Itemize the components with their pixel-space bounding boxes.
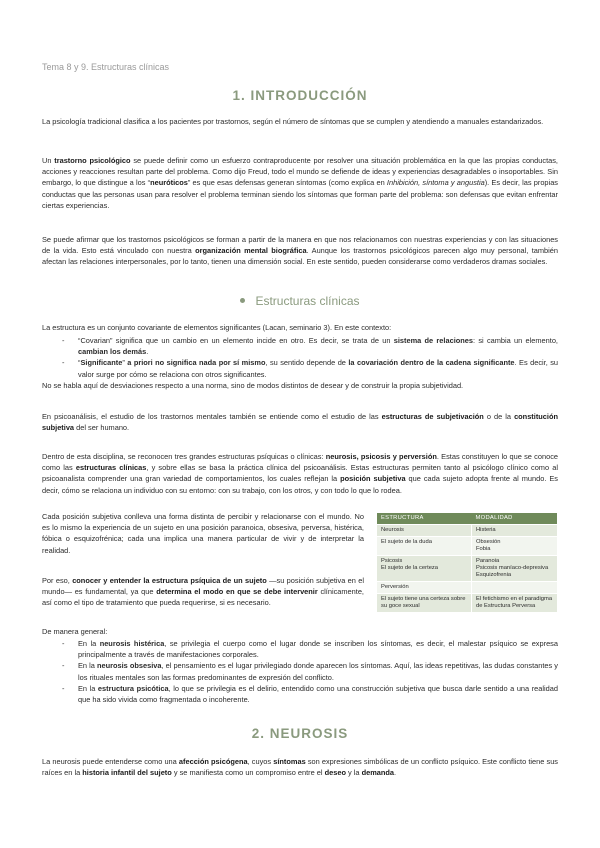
table-row: Psicosis El sujeto de la certeza Paranoia Psicosis maníaco-depresiva Esquizofrenia [377, 556, 557, 582]
table-row: Perversión [377, 582, 557, 594]
manera-general-label: De manera general: [42, 627, 108, 636]
posicion-subjetiva-paragraph: Cada posición subjetiva conlleva una forma distinta de percibir y relacionarse con el mundo. No es lo mismo la experiencia de un sujeto en una posición paranoica, obsesiva, perversa, histérica, fóbica o esquizofrénica; cada una implica una manera particular de vivir y de interpretar la realidad. [42, 512, 364, 555]
section-title-neurosis: 2. NEUROSIS [251, 726, 349, 741]
page-header: Tema 8 y 9. Estructuras clínicas [42, 62, 170, 72]
list-item: - “Significante” a priori no significa nada por sí mismo, su sentido depende de la covariación dentro de la cadena significante. Es decir, su valor surge por cómo se relaciona con otros significantes. [62, 358, 559, 379]
list-item: - En la neurosis histérica, se privilegia el cuerpo como el lugar donde se inscriben los síntomas, es decir, el malestar psíquico se expresa principalmente a través de manifestaciones corporales. [62, 639, 558, 660]
intro-paragraph-1: La psicología tradicional clasifica a los pacientes por trastornos, según el número de síntomas que se cumplen y atendiendo a manuales estandarizados. [42, 117, 544, 126]
table-header-estructura: ESTRUCTURA [377, 513, 472, 525]
bullet-dot-icon [240, 298, 245, 303]
estructura-definition: La estructura es un conjunto covariante de elementos significantes (Lacan, seminario 3). En este contexto: [42, 323, 392, 332]
list-item: - En la neurosis obsesiva, el pensamiento es el lugar privilegiado donde aparecen los síntomas. Aquí, las ideas repetitivas, las dudas constantes y los rituales mentales son las formas predominantes de expresión del conflicto. [62, 661, 558, 682]
estructuras-table [377, 513, 557, 612]
intro-paragraph-3: Se puede afirmar que los trastornos psicológicos se forman a partir de la manera en que nos relacionamos con nuestras experiencias y con las situaciones de la vida. Esto está vinculado con nuestra organización mental biográfica. Aunque los trastornos psicológicos parecen algo muy personal, también afectan las relaciones interpersonales, por lo tanto, tienen una dimensión social. En este sentido, pueden considerarse como verdaderos dramas sociales. [42, 235, 559, 267]
intro-paragraph-2: Un trastorno psicológico se puede definir como un esfuerzo contraproducente por resolver una situación problemática en la que las propias conductas, acciones y reacciones resultan parte del problema. Como dijo Freud, todo el mundo se defiende de ideas y experiencias desagradables o insoportables. Sin embargo, lo que distingue a los “neuróticos” es que esas defensas generan síntomas (como explica en Inhibición, síntoma y angustia). Es decir, las propias conductas que las personas usan para resolver el problema terminan siendo los síntomas que forman parte del problema: son defensas que evitan enfrentar ciertas experiencias. [42, 156, 558, 210]
table-header-modalidad: MODALIDAD [472, 513, 558, 525]
neurosis-types-list [42, 638, 558, 705]
table-row: El sujeto de la duda Obsesión Fobia [377, 537, 557, 556]
neurosis-paragraph: La neurosis puede entenderse como una afección psicógena, cuyos síntomas son expresiones simbólicas de un conflicto psíquico. Este conflicto tiene sus raíces en la historia infantil del sujeto y se manifiesta como un compromiso entre el deseo y la demanda. [42, 757, 559, 778]
table-row: El sujeto tiene una certeza sobre su goce sexual El fetichismo en el paradigma de Estructura Perversa [377, 594, 557, 613]
estructura-list [42, 335, 558, 380]
psicoanalisis-paragraph: En psicoanálisis, el estudio de los trastornos mentales también se entiende como el estudio de las estructuras de subjetivación o de la constitución subjetiva del ser humano. [42, 412, 558, 433]
intervencion-paragraph: Por eso, conocer y entender la estructura psíquica de un sujeto —su posición subjetiva en el mundo— es fundamental, ya que determina el modo en que se debe intervenir clínicamente, así como el tipo de tratamiento que pueda requerirse, si es necesario. [42, 576, 364, 608]
section-title-introduccion: 1. INTRODUCCIÓN [232, 88, 368, 103]
table-row: Neurosis Histeria [377, 525, 557, 537]
list-item: - En la estructura psicótica, lo que se privilegia es el delirio, entendido como una construcción subjetiva que busca darle sentido a una realidad que ha sido vivida como fragmentada o incoherente. [62, 683, 558, 705]
estructuras-clinicas-paragraph: Dentro de esta disciplina, se reconocen tres grandes estructuras psíquicas o clínicas: neurosis, psicosis y perversión. Estas constituyen lo que se conoce como las estructuras clínicas, y sobre ellas se basa la práctica clínica del psicoanálisis. Estas estructuras permiten tanto al psicólogo clínico como al psicoanalista comprender una gran variedad de comportamientos, los cuales reflejan la posición subjetiva que cada sujeto adopta frente al mundo. Es decir, cómo se relaciona un individuo con su entorno: con su trabajo, con los otros, y con todo lo que lo rodea. [42, 452, 559, 495]
estructura-note: No se habla aquí de desviaciones respecto a una norma, sino de modos distintos de desear y de construir la propia subjetividad. [42, 381, 464, 390]
list-item: - “Covarian” significa que un cambio en un elemento incide en otro. Es decir, se trata de un sistema de relaciones: si cambia un elemento, cambian los demás. [62, 336, 558, 357]
subsection-title-estructuras: Estructuras clínicas [0, 294, 600, 308]
